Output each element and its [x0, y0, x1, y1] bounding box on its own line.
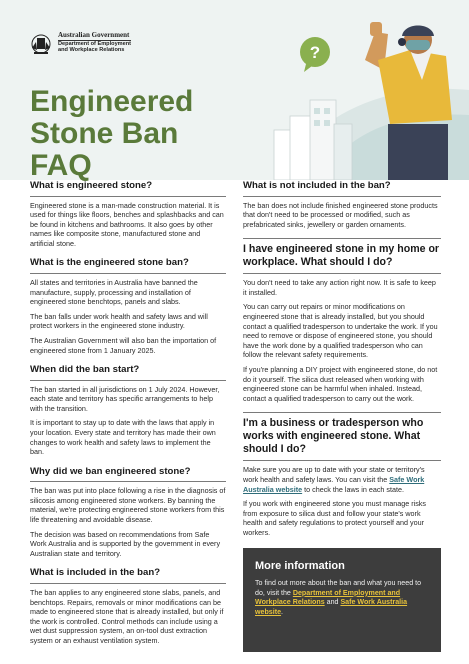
left-column — [30, 180, 226, 655]
safe-work-australia-link[interactable]: Safe Work Australia website — [255, 598, 408, 616]
paragraph: Engineered stone is a man-made construction material. It is used for things like floors, benches and splashbacks and can be found in kitchens and bathrooms. It also goes by other names like composite stone, manufactured stone and artificial stone. — [30, 200, 224, 248]
paragraph: The ban started in all jurisdictions on 1 July 2024. However, each state and territory has specific arrangements to help with the transition. — [30, 384, 220, 413]
paragraph: The Australian Government will also ban the importation of engineered stone from 1 January 2025. — [30, 335, 217, 355]
section-heading: Why did we ban engineered stone? — [30, 465, 191, 477]
section-heading: What is included in the ban? — [30, 567, 161, 579]
paragraph: The ban applies to any engineered stone slabs, panels, and benchtops. Repairs, removals or minor modifications can be made to engineered stone that is already installed, but only if the work is controlled. Control methods can include using a wet dust suppression system, an on-tool dust extraction system or an exhaust ventilation system. — [30, 587, 224, 645]
page-title — [30, 86, 240, 182]
section-divider — [243, 273, 441, 274]
section-divider — [30, 583, 226, 584]
text: To find out more about the ban and what you need to do, visit the — [255, 579, 422, 597]
gov-logo — [30, 32, 160, 62]
paragraph: If you work with engineered stone you must manage risks from exposure to silica dust and follow your state's work health and safety regulations to protect yourself and your workers. — [243, 499, 426, 537]
paragraph: The decision was based on recommendations from Safe Work Australia and is supported by the government in every Australian state and territory. — [30, 529, 221, 558]
section-heading: When did the ban start? — [30, 364, 140, 376]
section-heading: What is not included in the ban? — [243, 180, 391, 191]
paragraph: It is important to stay up to date with the laws that apply in your location. Every state and territory has made their own changes to work health and safety laws to implement the ban. — [30, 418, 216, 457]
section-business-or-tradesperson — [243, 412, 441, 537]
coat-of-arms-icon — [30, 32, 52, 56]
paragraph: The ban does not include finished engineered stone products that don't need to be processed or modified, such as prefabricated sinks, jewellery or garden ornaments. — [243, 200, 438, 229]
dewr-link[interactable]: Department of Employment and Workplace Relations — [255, 588, 401, 607]
worker-illustration — [260, 20, 469, 180]
section-when-did-ban-start — [30, 364, 226, 457]
safe-work-australia-link[interactable]: Safe Work Australia website — [243, 475, 425, 494]
more-information-text — [255, 579, 429, 617]
title-line-2: Stone Ban FAQ — [30, 117, 179, 182]
paragraph: The ban was put into place following a rise in the diagnosis of silicosis among engineered stone workers. By banning the material, we're protecting engineered stone workers from this life threatening and avoidable disease. — [30, 486, 226, 525]
more-information-heading: More information — [255, 560, 345, 572]
gov-name: Australian Government — [58, 32, 131, 41]
paragraph — [243, 465, 441, 494]
section-divider — [243, 238, 441, 239]
section-divider — [30, 196, 226, 197]
section-divider — [243, 196, 441, 197]
section-divider — [243, 460, 441, 461]
dept-name-2: and Workplace Relations — [58, 47, 125, 54]
section-what-is-engineered-stone — [30, 180, 226, 248]
paragraph: You can carry out repairs or minor modifications on engineered stone that is already installed, but you should contact a qualified tradesperson to undertake the work. If you need to remove or dispose of engineered stone, you should have the work done by a qualified tradesperson who can follow the relevant safety requirements. — [243, 302, 438, 360]
text: and — [324, 598, 341, 607]
right-column — [243, 180, 441, 547]
section-divider — [30, 481, 226, 482]
more-information-box — [243, 548, 441, 652]
paragraph: All states and territories in Australia have banned the manufacture, supply, processing and installation of engineered stone benchtops, panels and slabs. — [30, 277, 198, 307]
dept-name-1: Department of Employment — [58, 41, 132, 48]
question-icon: ? — [309, 43, 321, 62]
section-home-or-workplace — [243, 238, 441, 403]
header-banner — [0, 0, 469, 180]
section-heading: I have engineered stone in my home or workplace. What should I do? — [243, 243, 440, 269]
paragraph: The ban falls under work health and safety laws and will protect workers in the engineered stone industry. — [30, 311, 208, 331]
section-what-is-the-ban — [30, 257, 226, 355]
text: Make sure you are up to date with your state or territory's work health and safety laws. You can visit the — [243, 465, 425, 484]
title-line-1: Engineered — [30, 85, 194, 118]
section-why-ban — [30, 466, 226, 559]
section-heading: What is the engineered stone ban? — [30, 257, 189, 269]
paragraph: If you're planning a DIY project with engineered stone, do not do it yourself. The silica dust released when working with engineered stone can be harmful when inhaled. Instead, contact a qualified tradesperson to carry out the work. — [243, 365, 438, 403]
section-what-is-included — [30, 567, 226, 645]
section-divider — [30, 273, 226, 274]
section-divider — [243, 412, 441, 413]
text: . — [281, 607, 284, 616]
text: to check the laws in each state. — [302, 484, 405, 494]
section-divider — [30, 380, 226, 381]
section-heading: I'm a business or tradesperson who works with engineered stone. What should I do? — [243, 417, 424, 456]
section-heading: What is engineered stone? — [30, 180, 153, 191]
paragraph: You don't need to take any action right now. It is safe to keep it installed. — [243, 278, 436, 297]
section-what-is-not-included — [243, 180, 441, 229]
